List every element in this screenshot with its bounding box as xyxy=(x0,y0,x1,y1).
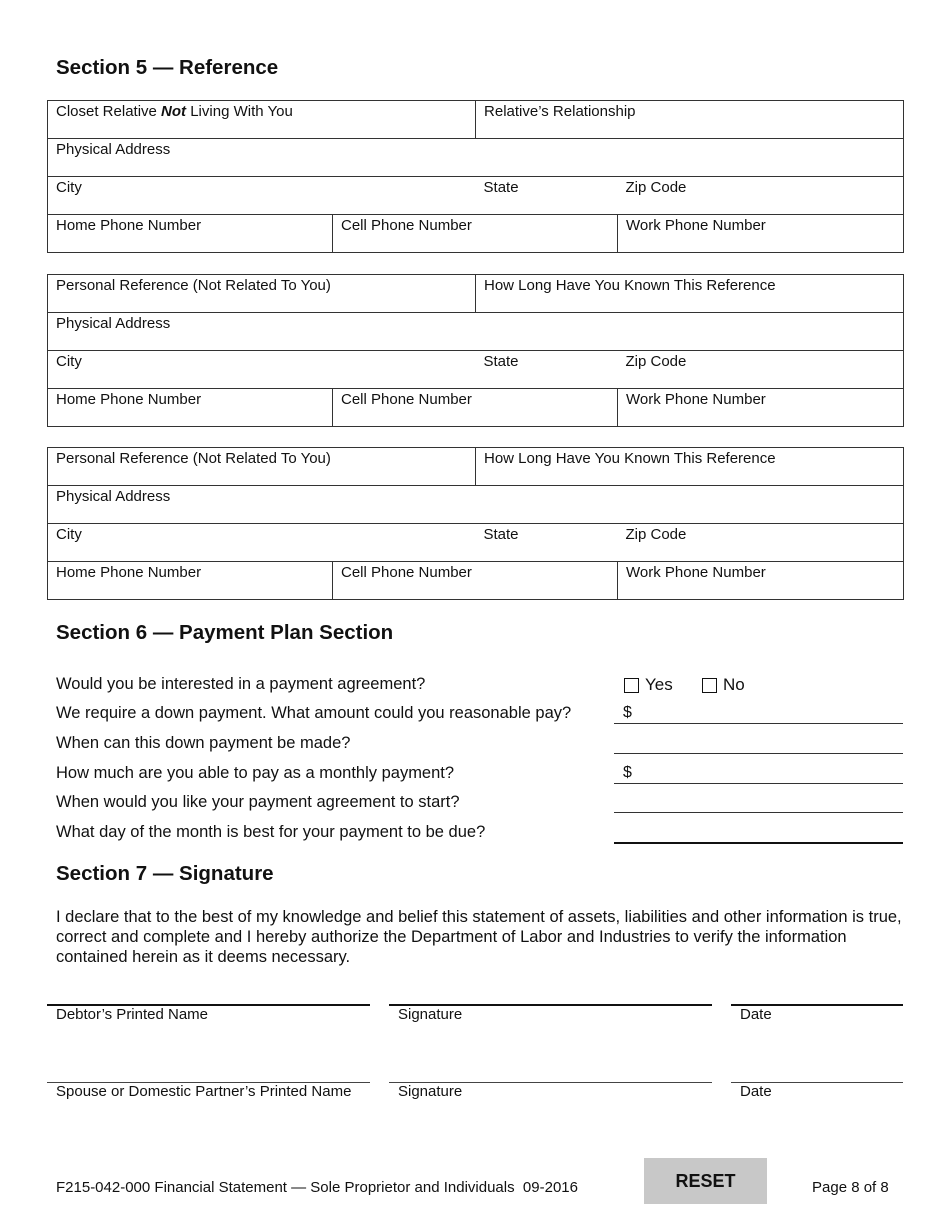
question-down-payment-amount: We require a down payment. What amount could you reasonable pay? xyxy=(56,704,572,722)
down-payment-dollar-sign: $ xyxy=(623,704,632,721)
page-number: Page 8 of 8 xyxy=(812,1179,889,1196)
relative-zip-field[interactable] xyxy=(618,177,904,215)
reference-2-zip-field[interactable] xyxy=(618,524,904,562)
relative-relationship-label: Relative’s Relationship xyxy=(484,103,636,120)
relative-work-phone-field[interactable] xyxy=(618,215,904,253)
reference-1-address-label: Physical Address xyxy=(56,315,171,332)
reference-2-state-field[interactable] xyxy=(476,524,618,562)
reference-1-city-label: City xyxy=(56,353,82,370)
reference-2-zip-label: Zip Code xyxy=(625,526,687,543)
relative-address-label: Physical Address xyxy=(56,141,171,158)
spouse-signature-label: Signature xyxy=(398,1083,463,1100)
reference-2-name-label: Personal Reference (Not Related To You) xyxy=(56,450,331,467)
reference-2-address-label: Physical Address xyxy=(56,488,171,505)
question-agreement-start: When would you like your payment agreement to start? xyxy=(56,793,460,811)
payment-due-day-field[interactable] xyxy=(614,842,903,844)
reference-2-address-field[interactable] xyxy=(48,486,904,524)
reference-2-how-long-field[interactable] xyxy=(476,448,904,486)
reference-1-how-long-label: How Long Have You Known This Reference xyxy=(484,277,776,294)
relative-cell-phone-field[interactable] xyxy=(333,215,618,253)
reference-2-cell-phone-label: Cell Phone Number xyxy=(341,564,472,581)
form-identifier: F215-042-000 Financial Statement — Sole Proprietor and Individuals 09-2016 xyxy=(56,1179,578,1196)
debtor-date-label: Date xyxy=(740,1006,772,1023)
reference-2-home-phone-label: Home Phone Number xyxy=(56,564,202,581)
question-down-payment-date: When can this down payment be made? xyxy=(56,734,351,752)
section-5-title: Section 5 — Reference xyxy=(56,56,279,79)
no-checkbox-label: No xyxy=(723,675,745,694)
relative-city-field[interactable] xyxy=(48,177,476,215)
reference-2-city-field[interactable] xyxy=(48,524,476,562)
relative-state-label: State xyxy=(483,179,519,196)
monthly-payment-dollar-sign: $ xyxy=(623,764,632,781)
section-7-title: Section 7 — Signature xyxy=(56,862,274,885)
question-payment-agreement: Would you be interested in a payment agreement? xyxy=(56,675,426,693)
yes-checkbox[interactable] xyxy=(624,675,673,695)
spouse-name-label: Spouse or Domestic Partner’s Printed Name xyxy=(56,1083,352,1100)
relative-home-phone-label: Home Phone Number xyxy=(56,217,202,234)
down-payment-amount-field[interactable] xyxy=(614,723,903,724)
reference-2-work-phone-field[interactable] xyxy=(618,562,904,600)
reference-1-work-phone-label: Work Phone Number xyxy=(626,391,766,408)
reference-1-work-phone-field[interactable] xyxy=(618,389,904,427)
reference-2-city-label: City xyxy=(56,526,82,543)
reference-1-name-field[interactable] xyxy=(48,275,476,313)
question-monthly-payment: How much are you able to pay as a monthly payment? xyxy=(56,764,455,782)
relative-city-label: City xyxy=(56,179,82,196)
reference-1-state-field[interactable] xyxy=(476,351,618,389)
reference-2-name-field[interactable] xyxy=(48,448,476,486)
personal-reference-2-table xyxy=(47,447,904,600)
monthly-payment-field[interactable] xyxy=(614,783,903,784)
no-checkbox-box[interactable] xyxy=(702,678,717,693)
reference-2-cell-phone-field[interactable] xyxy=(333,562,618,600)
relative-cell-phone-label: Cell Phone Number xyxy=(341,217,472,234)
yes-checkbox-box[interactable] xyxy=(624,678,639,693)
reference-2-state-label: State xyxy=(483,526,519,543)
personal-reference-1-table xyxy=(47,274,904,427)
relative-name-field[interactable] xyxy=(48,101,476,139)
relative-work-phone-label: Work Phone Number xyxy=(626,217,766,234)
debtor-name-label: Debtor’s Printed Name xyxy=(56,1006,209,1023)
reference-2-home-phone-field[interactable] xyxy=(48,562,333,600)
yes-checkbox-label: Yes xyxy=(645,675,673,694)
reference-1-home-phone-field[interactable] xyxy=(48,389,333,427)
spouse-date-label: Date xyxy=(740,1083,772,1100)
reference-1-cell-phone-label: Cell Phone Number xyxy=(341,391,472,408)
relative-zip-label: Zip Code xyxy=(625,179,687,196)
relative-relationship-field[interactable] xyxy=(476,101,904,139)
declaration-text: I declare that to the best of my knowledge and belief this statement of assets, liabilities and other information is true, correct and complete and I hereby authorize the Department of Labor and Industries to verify the information contained herein as it deems necessary. xyxy=(56,908,902,966)
relative-reference-table xyxy=(47,100,904,253)
reference-2-work-phone-label: Work Phone Number xyxy=(626,564,766,581)
reference-1-name-label: Personal Reference (Not Related To You) xyxy=(56,277,331,294)
agreement-start-field[interactable] xyxy=(614,812,903,813)
debtor-signature-label: Signature xyxy=(398,1006,463,1023)
reference-1-zip-field[interactable] xyxy=(618,351,904,389)
reset-button[interactable]: RESET xyxy=(644,1158,767,1204)
relative-state-field[interactable] xyxy=(476,177,618,215)
reference-1-how-long-field[interactable] xyxy=(476,275,904,313)
relative-name-label: Closet Relative Not Living With You xyxy=(56,103,293,120)
section-6-title: Section 6 — Payment Plan Section xyxy=(56,621,394,644)
reference-1-home-phone-label: Home Phone Number xyxy=(56,391,202,408)
down-payment-date-field[interactable] xyxy=(614,753,903,754)
relative-address-field[interactable] xyxy=(48,139,904,177)
relative-home-phone-field[interactable] xyxy=(48,215,333,253)
no-checkbox[interactable] xyxy=(702,675,745,695)
reference-1-zip-label: Zip Code xyxy=(625,353,687,370)
reference-1-state-label: State xyxy=(483,353,519,370)
reference-1-city-field[interactable] xyxy=(48,351,476,389)
question-payment-due-day: What day of the month is best for your payment to be due? xyxy=(56,823,486,841)
reference-1-address-field[interactable] xyxy=(48,313,904,351)
reference-2-how-long-label: How Long Have You Known This Reference xyxy=(484,450,776,467)
reference-1-cell-phone-field[interactable] xyxy=(333,389,618,427)
